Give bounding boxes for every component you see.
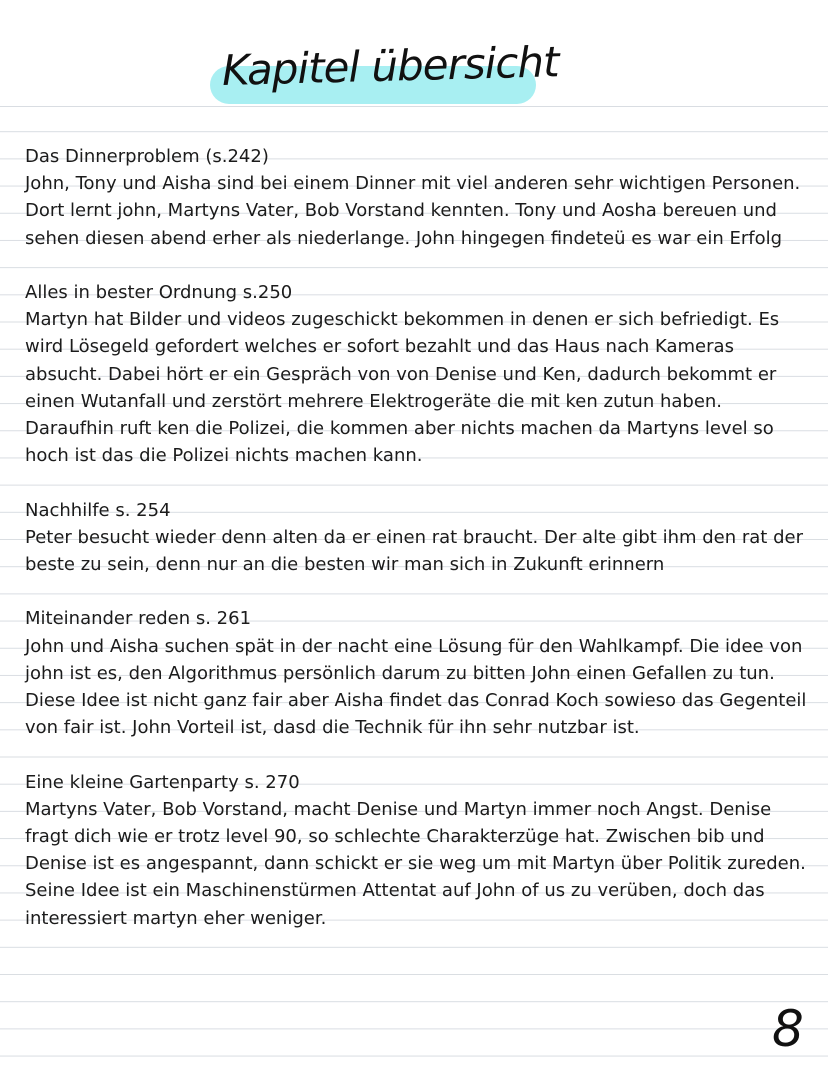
chapter-summary: Peter besucht wieder denn alten da er einen rat braucht. Der alte gibt ihm den rat der beste zu sein, denn nur an die besten wir man sich in Zukunft erinnern [25, 526, 803, 576]
chapter-section [25, 279, 815, 469]
chapter-section [25, 605, 815, 741]
chapter-heading: Alles in bester Ordnung s.250 [25, 282, 293, 303]
chapter-summary: Martyn hat Bilder und videos zugeschickt bekommen in denen er sich befriedigt. Es wird Lösegeld gefordert welches er sofort bezahlt und das Haus nach Kameras absucht. Dabei hört er ein Gespräch von von Denise und Ken, dadurch bekommt er einen Wutanfall und zerstört mehrere Elektrogeräte die mit ken zutun haben. Daraufhin ruft ken die Polizei, die kommen aber nichts machen da Martyns level so hoch ist das die Polizei nichts machen kann. [25, 309, 780, 467]
chapter-heading: Nachhilfe s. 254 [25, 499, 171, 521]
chapter-section [25, 143, 815, 252]
chapter-summary: John, Tony und Aisha sind bei einem Dinner mit viel anderen sehr wichtigen Personen. Dort lernt john, Martyns Vater, Bob Vorstand kennten. Tony und Aosha bereuen und sehen diesen abend erher als niederlange. John hingegen findeteü es war ein Erfolg [25, 173, 801, 249]
page-number: 8 [772, 1000, 804, 1058]
chapter-heading: Eine kleine Gartenparty s. 270 [25, 771, 300, 793]
chapter-summary: John und Aisha suchen spät in der nacht eine Lösung für den Wahlkampf. Die idee von john ist es, den Algorithmus persönlich darum zu bitten John einen Gefallen zu tun. Diese Idee ist nicht ganz fair aber Aisha findet das Conrad Koch sowieso das Gegenteil von fair ist. John Vorteil ist, dasd die Technik für ihn sehr nutzbar ist. [25, 635, 807, 739]
chapter-section [25, 497, 815, 579]
chapter-list [25, 143, 815, 959]
chapter-heading: Miteinander reden s. 261 [25, 608, 252, 630]
chapter-heading: Das Dinnerproblem (s.242) [25, 146, 269, 167]
chapter-summary: Martyns Vater, Bob Vorstand, macht Denise und Martyn immer noch Angst. Denise fragt dich wie er trotz level 90, so schlechte Charakterzüge hat. Zwischen bib und Denise ist es angespannt, dann schickt er sie weg um mit Martyn über Politik zureden. Seine Idee ist ein Maschinenstürmen Attentat auf John of us zu verüben, doch das interessiert martyn eher weniger. [25, 798, 806, 929]
page-title: Kapitel übersicht [221, 37, 560, 95]
chapter-section [25, 769, 815, 932]
